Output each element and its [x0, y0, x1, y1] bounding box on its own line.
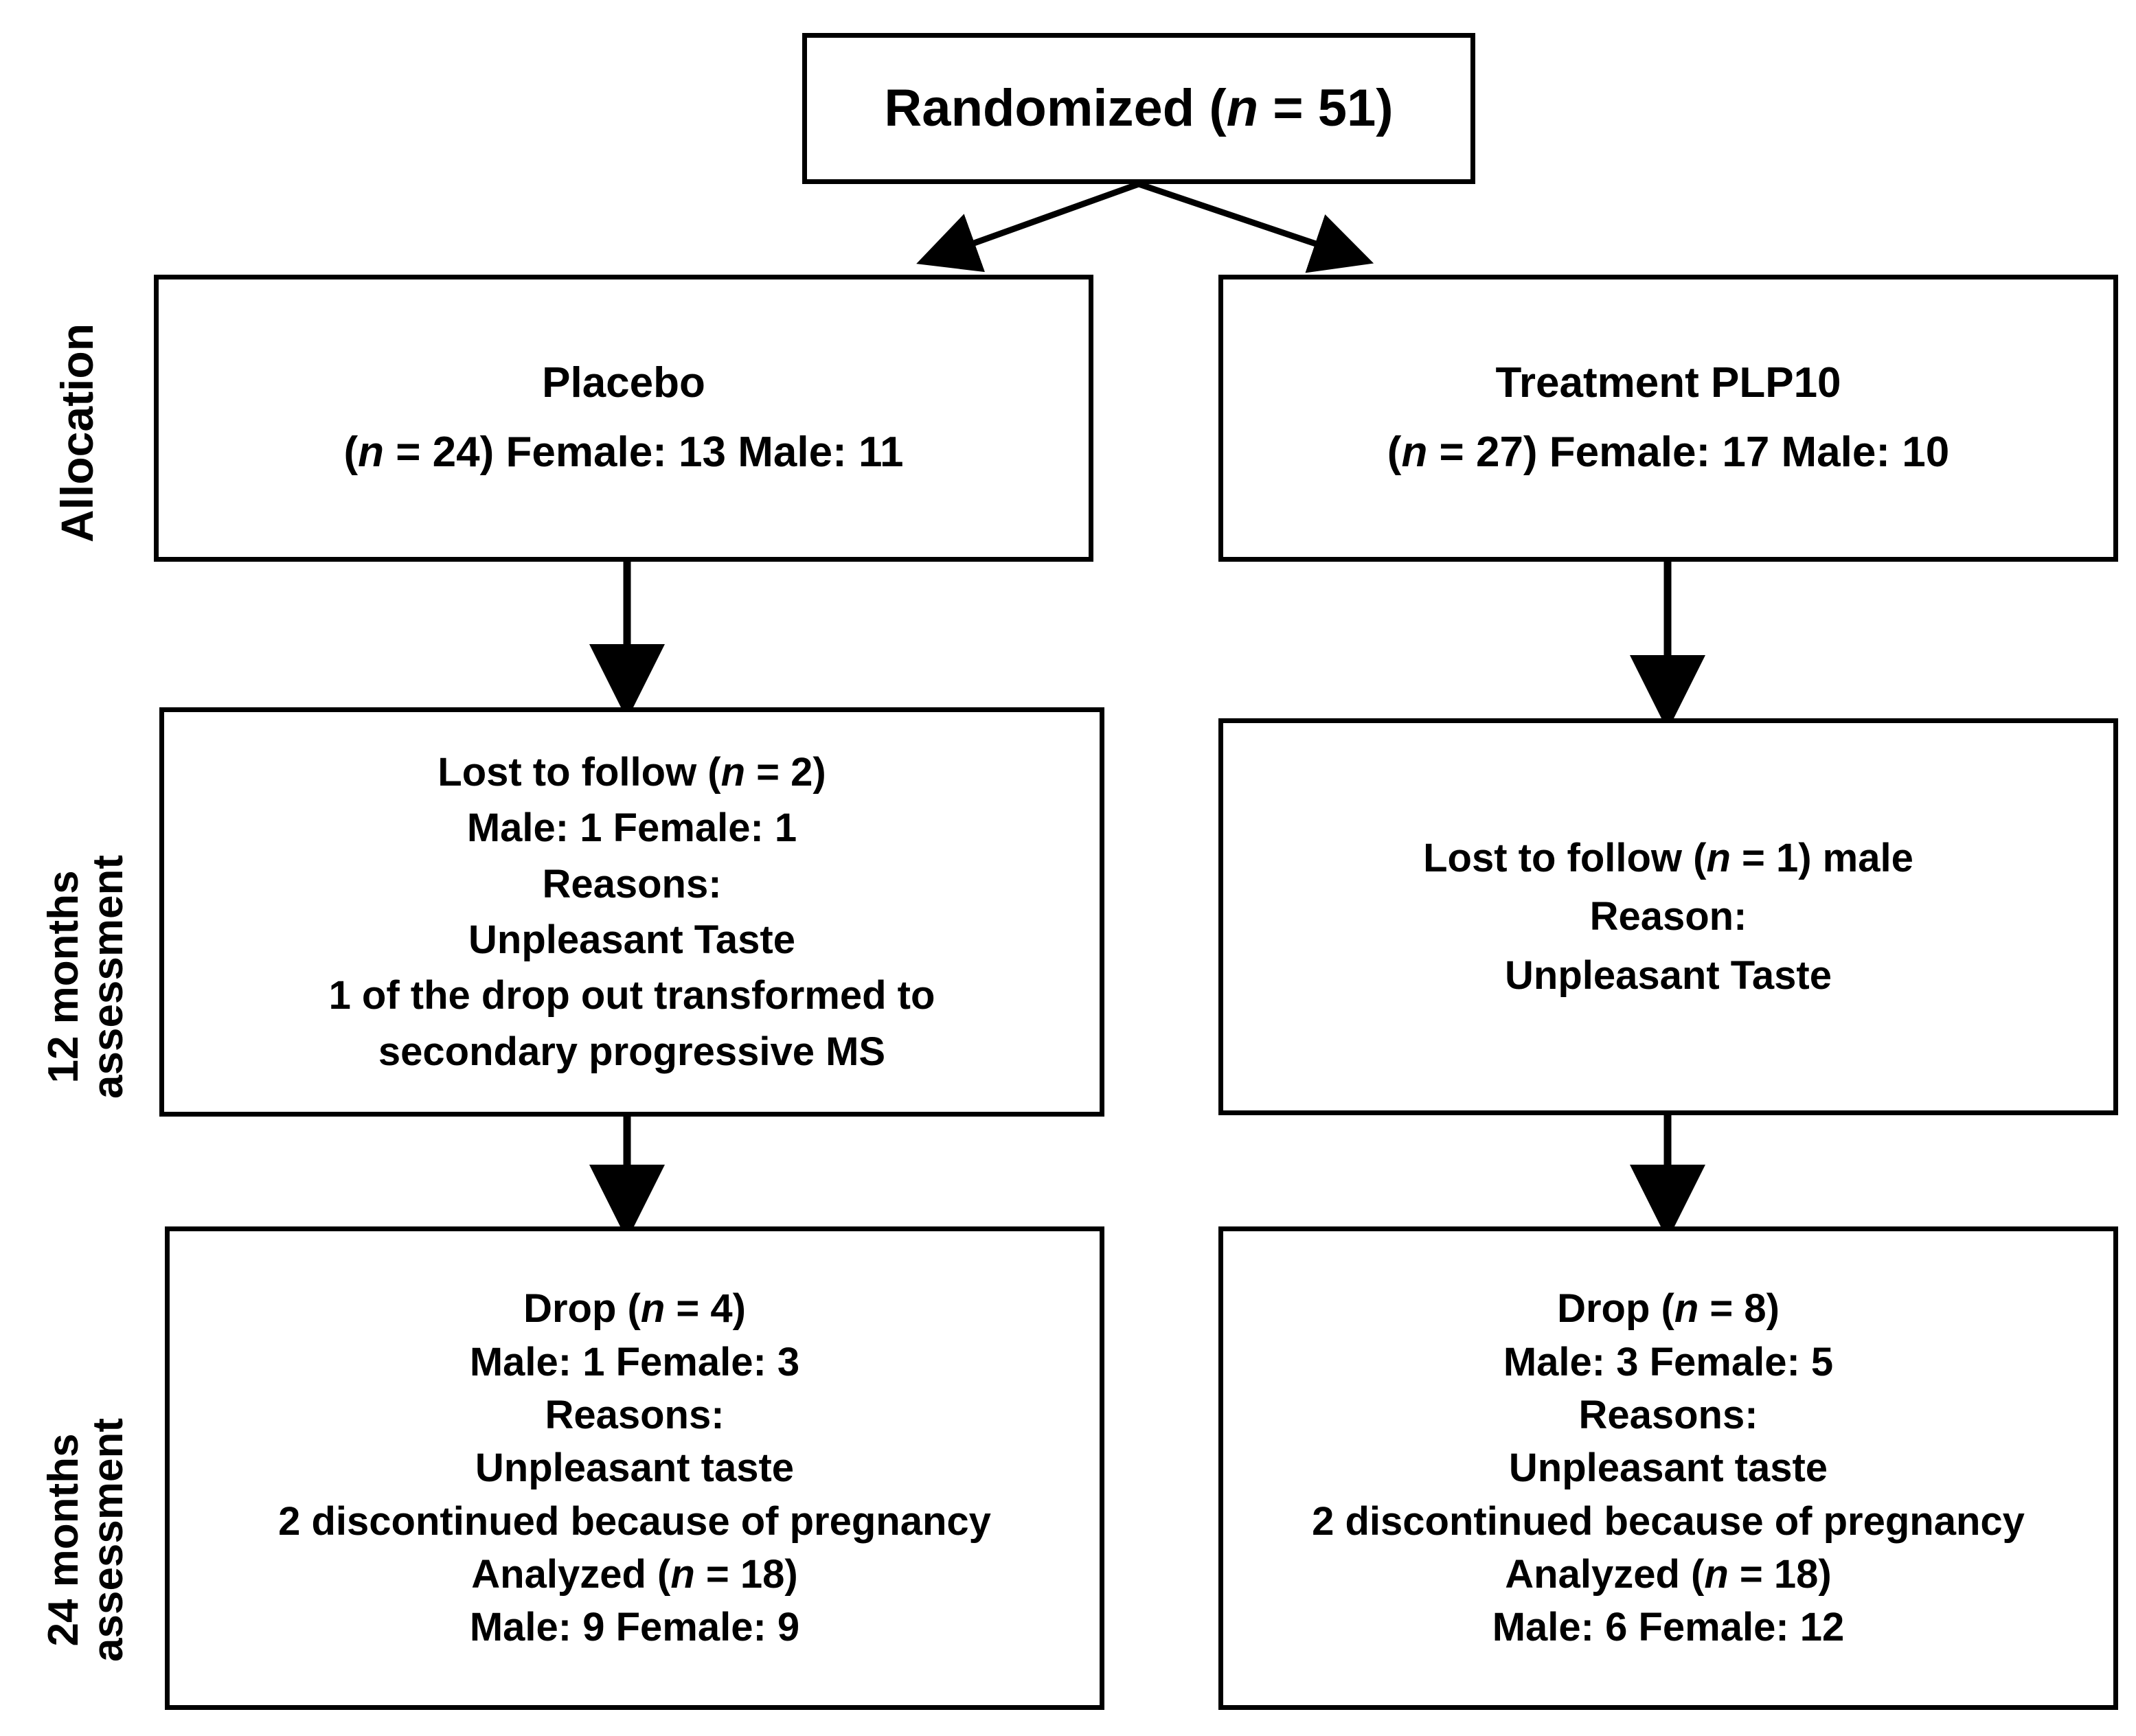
- node-placebo-12m-line-2: Male: 1 Female: 1: [466, 806, 797, 851]
- node-placebo-line-2: (n = 24) Female: 13 Male: 11: [343, 429, 904, 476]
- node-treatment-line-2: (n = 27) Female: 17 Male: 10: [1387, 429, 1950, 476]
- node-placebo-allocation: [154, 275, 1093, 562]
- node-placebo-12-months: [159, 707, 1104, 1117]
- node-placebo-24-months: [165, 1226, 1104, 1710]
- node-treatment-12m-line-1: Lost to follow (n = 1) male: [1423, 835, 1913, 880]
- stage-label-12-months: [40, 854, 133, 1099]
- node-treatment-line-1: Treatment PLP10: [1495, 359, 1841, 407]
- stage-label-24-months-line2: assessment: [84, 1417, 133, 1662]
- node-placebo-12m-line-4: Unpleasant Taste: [468, 917, 795, 962]
- node-treatment-24-months: [1218, 1226, 2118, 1710]
- stage-label-allocation: [54, 323, 101, 542]
- node-treatment-24m-line-3: Reasons:: [1578, 1392, 1758, 1437]
- node-placebo-24m-line-3: Reasons:: [545, 1392, 725, 1437]
- stage-label-12-months-line2: assessment: [84, 854, 133, 1099]
- node-placebo-24m-line-2: Male: 1 Female: 3: [469, 1339, 800, 1384]
- node-placebo-24m-line-7: Male: 9 Female: 9: [469, 1605, 800, 1650]
- node-placebo-12m-line-1: Lost to follow (n = 2): [438, 749, 826, 795]
- node-placebo-12m-line-6: secondary progressive MS: [378, 1029, 886, 1074]
- node-placebo-12m-line-3: Reasons:: [542, 861, 722, 906]
- node-treatment-24m-line-2: Male: 3 Female: 5: [1503, 1339, 1834, 1384]
- node-placebo-line-1: Placebo: [542, 359, 705, 407]
- node-treatment-12-months: [1218, 718, 2118, 1115]
- node-treatment-24m-line-6: Analyzed (n = 18): [1505, 1552, 1832, 1597]
- node-randomized: [802, 33, 1475, 184]
- node-treatment-12m-line-3: Unpleasant Taste: [1505, 952, 1832, 998]
- node-placebo-24m-line-4: Unpleasant taste: [475, 1446, 795, 1491]
- node-treatment-24m-line-5: 2 discontinued because of pregnancy: [1312, 1498, 2025, 1544]
- stage-label-allocation-text: Allocation: [52, 323, 102, 542]
- node-placebo-24m-line-6: Analyzed (n = 18): [471, 1552, 798, 1597]
- node-treatment-12m-line-2: Reason:: [1589, 894, 1747, 939]
- node-randomized-line-1: Randomized (n = 51): [884, 78, 1394, 137]
- node-treatment-24m-line-1: Drop (n = 8): [1557, 1286, 1780, 1332]
- node-placebo-24m-line-5: 2 discontinued because of pregnancy: [278, 1498, 991, 1544]
- stage-label-24-months-line1: 24 months: [40, 1433, 87, 1647]
- node-placebo-24m-line-1: Drop (n = 4): [523, 1286, 746, 1332]
- node-treatment-24m-line-4: Unpleasant taste: [1508, 1446, 1828, 1491]
- node-treatment-24m-line-7: Male: 6 Female: 12: [1492, 1605, 1845, 1650]
- node-treatment-allocation: [1218, 275, 2118, 562]
- node-placebo-12m-line-5: 1 of the drop out transformed to: [328, 973, 935, 1018]
- stage-label-24-months: [40, 1417, 133, 1662]
- stage-label-12-months-line1: 12 months: [40, 870, 87, 1084]
